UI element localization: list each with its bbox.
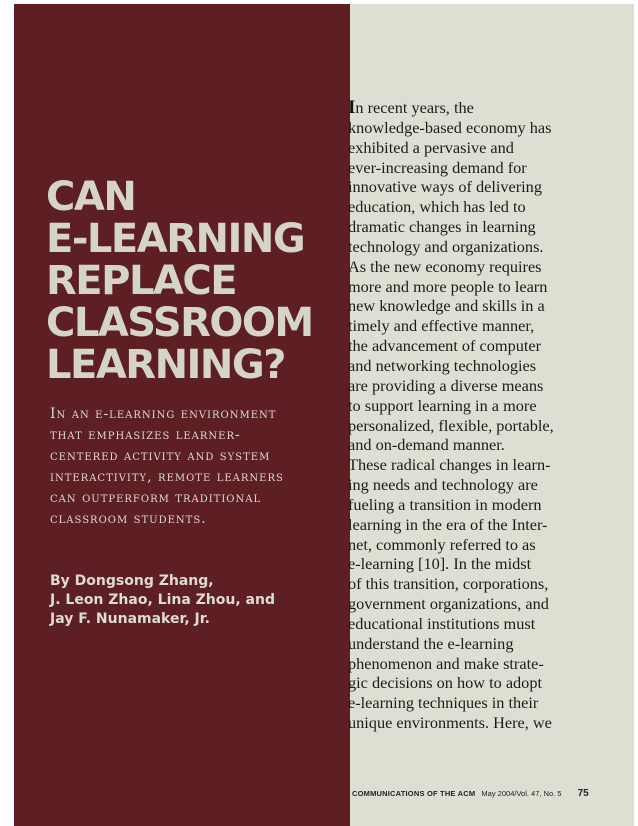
- left-title-panel: [14, 4, 350, 826]
- body-text: n recent years, the knowledge-based economy has exhibited a pervasive and ever-increasing demand for innovative ways of delivering education, which has led to dramatic changes in learning technology and organizations. As the new economy requires more and more people to learn new knowledge and skills in a timely and effective manner, the advancement of computer and networking technologies are providing a diverse means to support learning in a more personalized, flexible, portable, and on-demand manner. These radical changes in learn- ing needs and technology are fueling a transition in modern learning in the era of the Inter- net, commonly referred to as e-learning [10]. In the midst of this transition, corporations, government organizations, and educational institutions must understand the e-learning phenomenon and make strate- gic decisions on how to adopt e-learning techniques in their unique environments. Here, we: [348, 98, 554, 733]
- issue-info: May 2004/Vol. 47, No. 5: [481, 789, 562, 798]
- journal-name: COMMUNICATIONS OF THE ACM: [352, 789, 476, 798]
- page-footer: [352, 788, 612, 799]
- article-title: CAN E-LEARNING REPLACE CLASSROOM LEARNING?: [46, 174, 313, 388]
- article-subtitle: In an e-learning environment that emphasizes learner- centered activity and system interactivity, remote learners can outperform traditional classroom students.: [50, 406, 284, 527]
- body-paragraph: [348, 98, 618, 733]
- page-number: 75: [577, 788, 589, 799]
- author-byline: By Dongsong Zhang, J. Leon Zhao, Lina Zhou, and Jay F. Nunamaker, Jr.: [50, 573, 275, 627]
- drop-cap: I: [348, 97, 356, 118]
